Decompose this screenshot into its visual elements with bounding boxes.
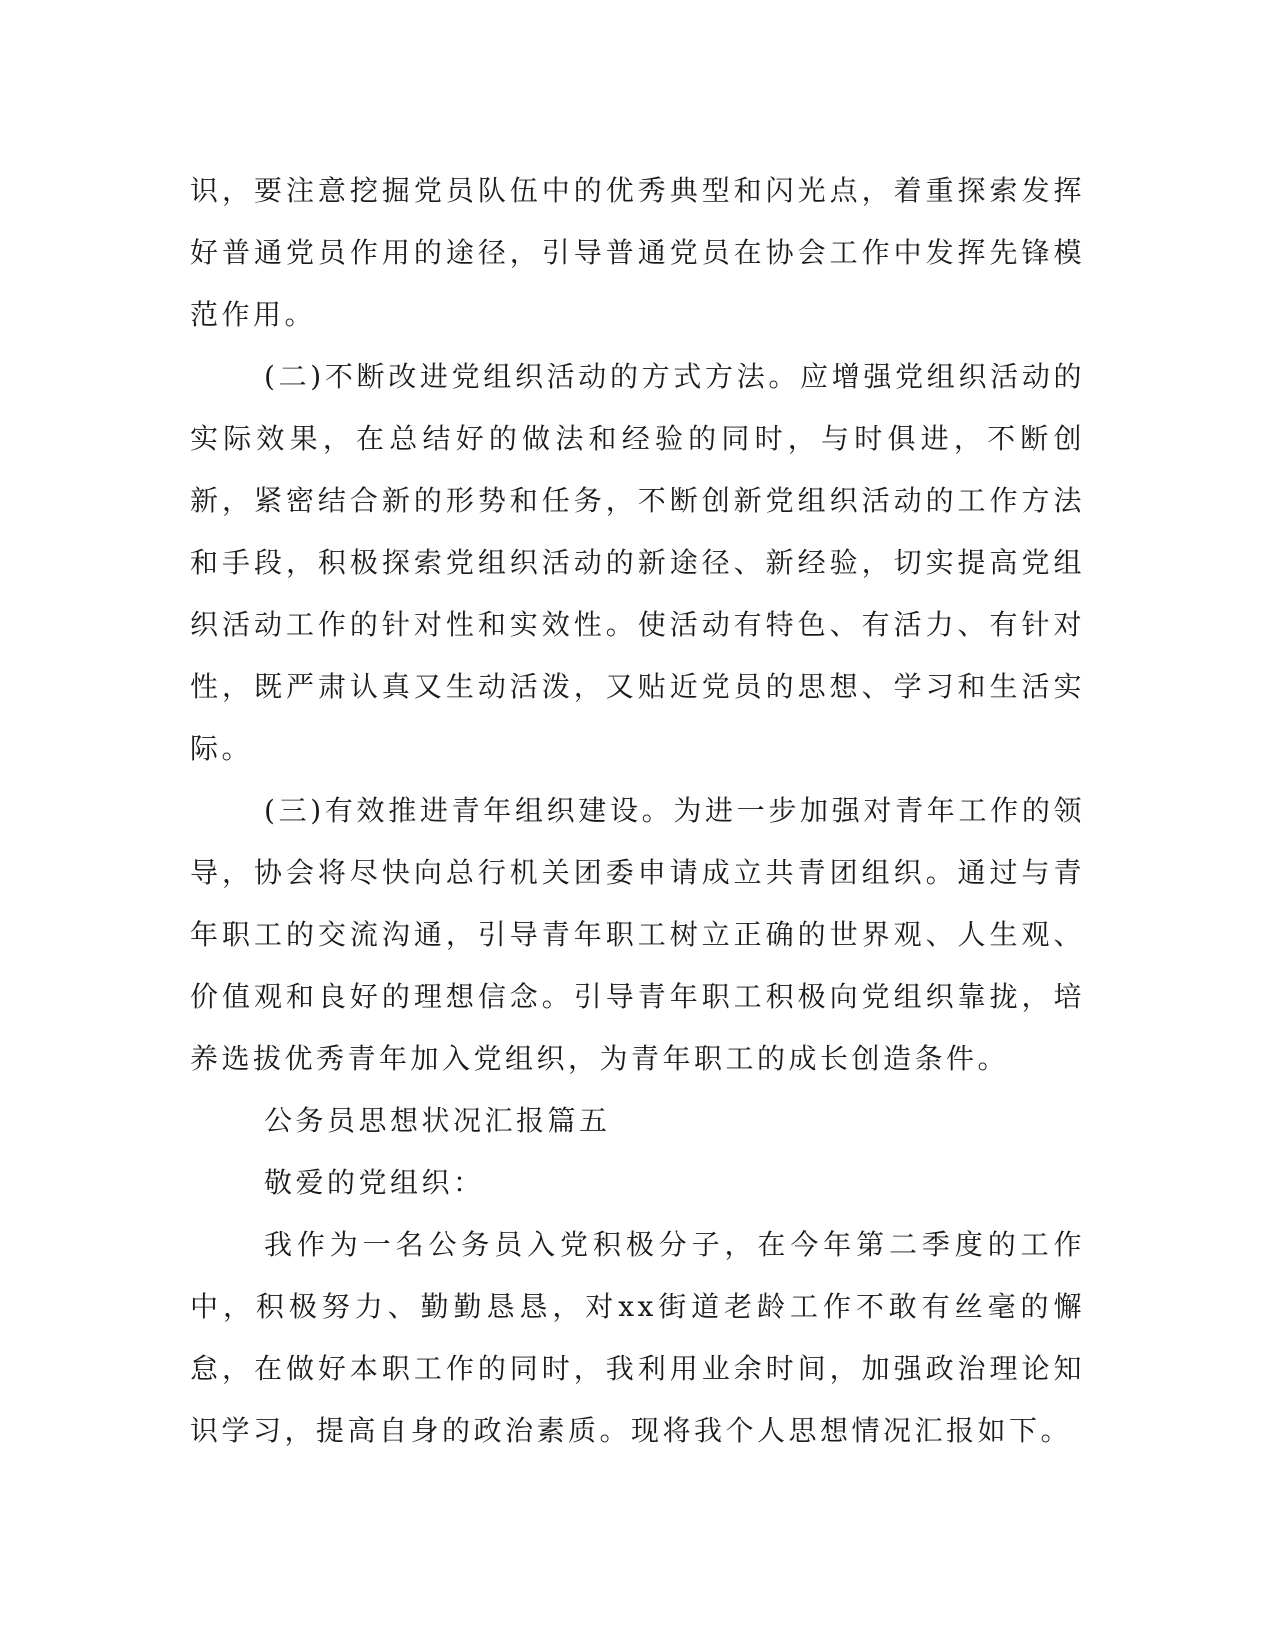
paragraph-section-three: (三)有效推进青年组织建设。为进一步加强对青年工作的领导，协会将尽快向总行机关团委申请成立共青团组织。通过与青年职工的交流沟通，引导青年职工树立正确的世界观、人生观、价值观和良好的理想信念。引导青年职工积极向党组织靠拢，培养选拔优秀青年加入党组织，为青年职工的成长创造条件。: [190, 794, 1085, 1075]
paragraph-report-intro: 我作为一名公务员入党积极分子，在今年第二季度的工作中，积极努力、勤勤恳恳，对xx街道老龄工作不敢有丝毫的懈怠，在做好本职工作的同时，我利用业余时间，加强政治理论知识学习，提高自身的政治素质。现将我个人思想情况汇报如下。: [190, 1228, 1085, 1447]
paragraph-section-two: (二)不断改进党组织活动的方式方法。应增强党组织活动的实际效果，在总结好的做法和经验的同时，与时俱进，不断创新，紧密结合新的形势和任务，不断创新党组织活动的工作方法和手段，积极探索党组织活动的新途径、新经验，切实提高党组织活动工作的针对性和实效性。使活动有特色、有活力、有针对性，既严肃认真又生动活泼，又贴近党员的思想、学习和生活实际。: [190, 360, 1085, 765]
document-body: [190, 160, 1085, 1462]
section-heading: 公务员思想状况汇报篇五: [264, 1104, 611, 1137]
salutation: 敬爱的党组织：: [264, 1166, 485, 1199]
paragraph-continuation: 识，要注意挖掘党员队伍中的优秀典型和闪光点，着重探索发挥好普通党员作用的途径，引导普通党员在协会工作中发挥先锋模范作用。: [190, 174, 1085, 331]
